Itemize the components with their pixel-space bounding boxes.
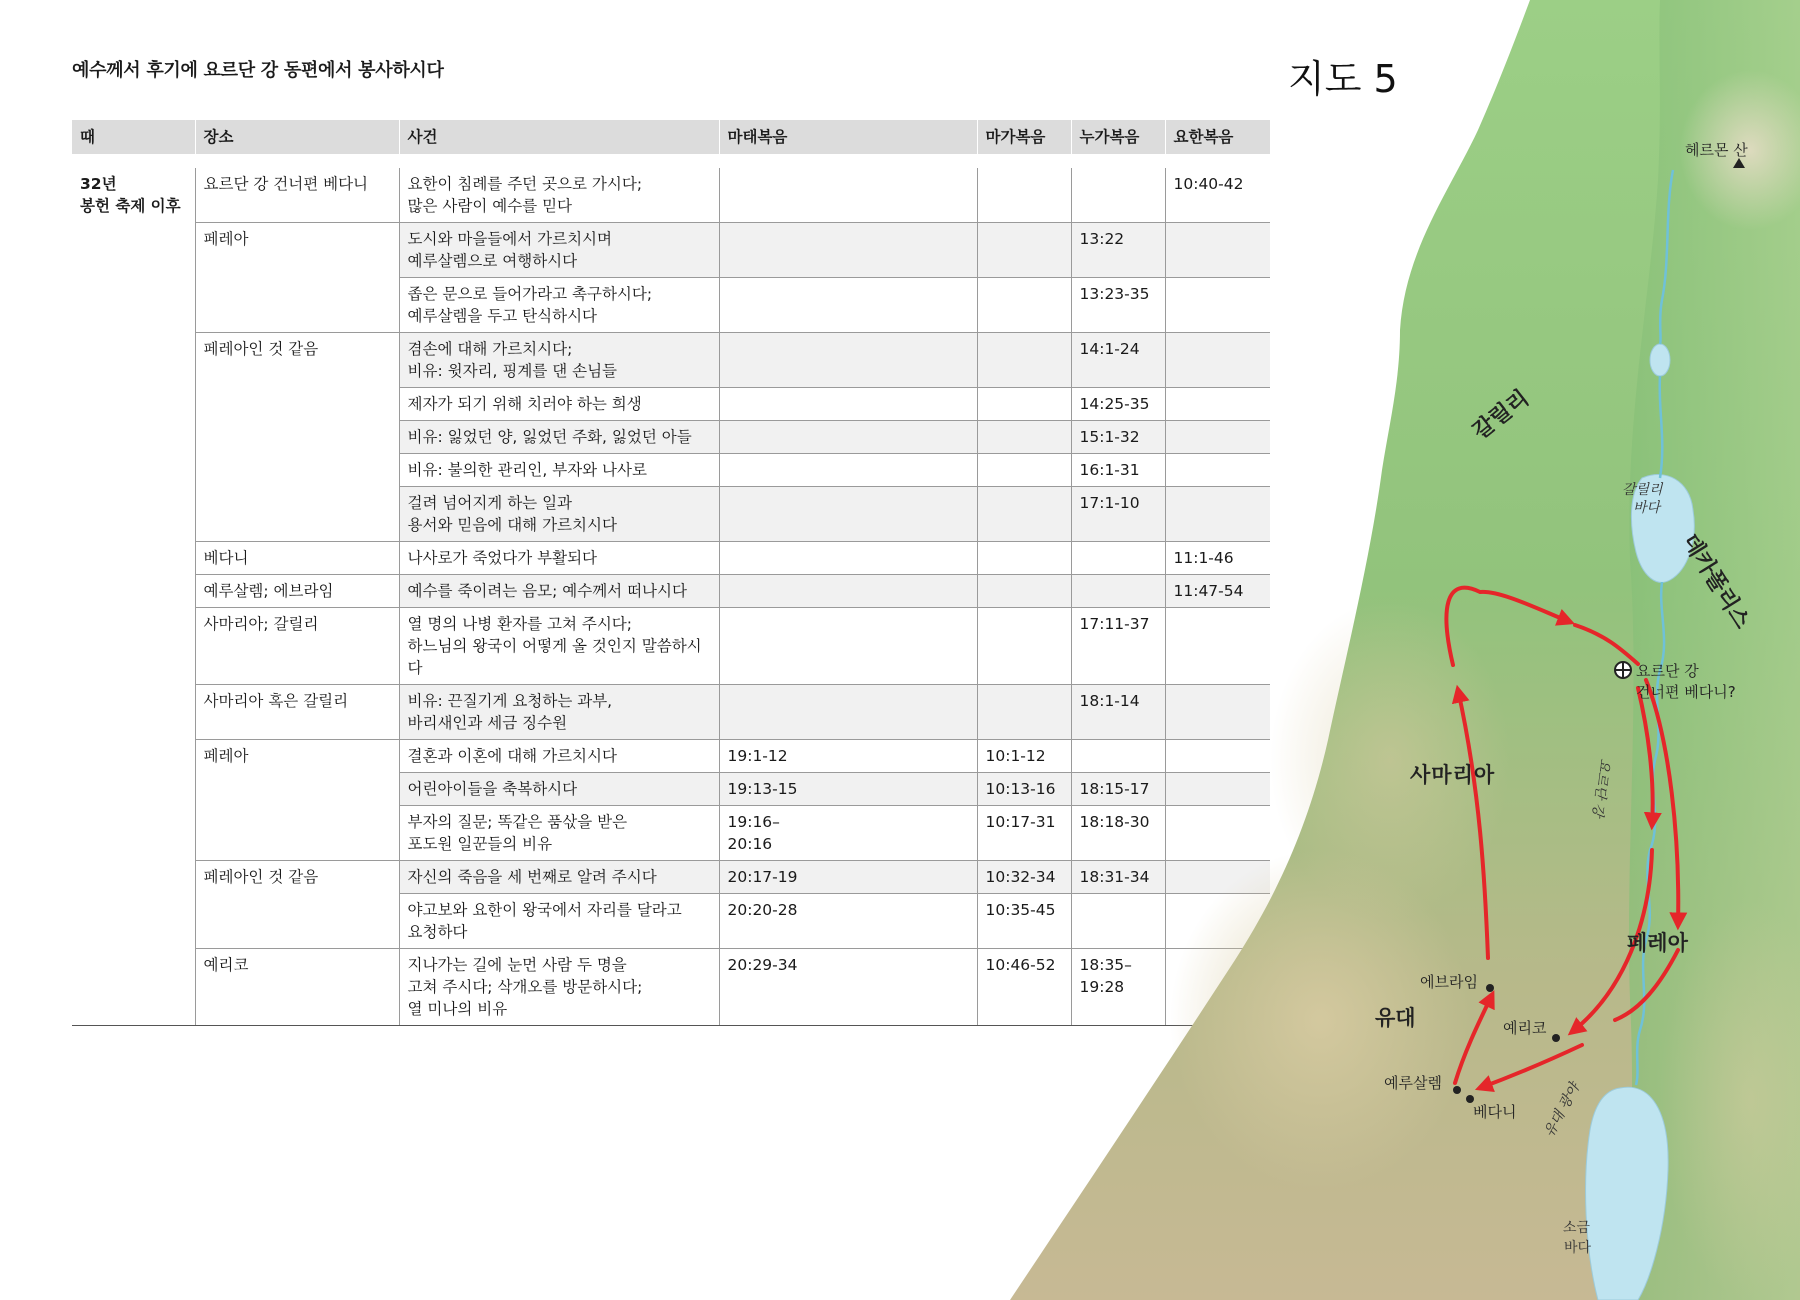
mark-ref-cell: 10:32-34 [977, 861, 1071, 894]
event-cell-line: 걸려 넘어지게 하는 일과 [407, 494, 573, 512]
wilderness-label: 유대 광야 [1541, 1080, 1584, 1140]
time-period-cell-line: 32년 [80, 175, 117, 193]
bethany-label: 베다니 [1473, 1103, 1517, 1121]
event-cell [399, 168, 719, 223]
luke-ref-cell-line: 14:25-35 [1079, 395, 1150, 413]
map [1010, 0, 1800, 1300]
luke-ref-cell-line: 18:15-17 [1079, 780, 1150, 798]
ephraim-marker [1486, 984, 1494, 992]
header-matthew: 마태복음 [719, 120, 977, 154]
event-cell-line: 바리새인과 세금 징수원 [407, 714, 568, 732]
event-cell-line: 예루살렘으로 여행하시다 [407, 252, 578, 270]
event-cell [399, 542, 719, 575]
header-mark: 마가복음 [977, 120, 1071, 154]
event-cell [399, 487, 719, 542]
jerusalem-marker [1453, 1086, 1461, 1094]
event-cell [399, 608, 719, 685]
event-cell-line: 많은 사람이 예수를 믿다 [407, 197, 573, 215]
matthew-ref-cell-line: 20:16 [727, 835, 773, 853]
header-place: 장소 [195, 120, 399, 154]
matthew-ref-cell [719, 421, 977, 454]
jordan-river-label: 요르단 강 [1588, 757, 1613, 818]
luke-ref-cell-line: 17:1-10 [1079, 494, 1140, 512]
event-cell-line: 도시와 마을들에서 가르치시며 [407, 230, 613, 248]
place-cell: 사마리아 혹은 갈릴리 [195, 685, 399, 740]
event-cell-line: 겸손에 대해 가르치시다; [407, 340, 573, 358]
matthew-ref-cell [719, 608, 977, 685]
region-perea: 페레아 [1627, 931, 1688, 955]
sea-of-galilee-label-2: 바다 [1633, 500, 1661, 516]
matthew-ref-cell-line: 20:17-19 [727, 868, 798, 886]
matthew-ref-cell [719, 575, 977, 608]
luke-ref-cell-line: 18:1-14 [1079, 692, 1140, 710]
matthew-ref-cell [719, 773, 977, 806]
event-cell-line: 고쳐 주시다; 삭개오를 방문하시다; [407, 978, 643, 996]
jerusalem-label: 예루살렘 [1384, 1074, 1442, 1092]
header-luke: 누가복음 [1071, 120, 1165, 154]
mark-ref-cell: 10:17-31 [977, 806, 1071, 861]
luke-ref-cell-line: 18:18-30 [1079, 813, 1150, 831]
matthew-ref-cell [719, 861, 977, 894]
event-cell-line: 야고보와 요한이 왕국에서 자리를 달라고 [407, 901, 682, 919]
place-cell: 페레아 [195, 740, 399, 861]
matthew-ref-cell [719, 949, 977, 1026]
mark-ref-cell: 10:1-12 [977, 740, 1071, 773]
luke-ref-cell-line: 13:22 [1079, 230, 1125, 248]
event-cell-line: 하느님의 왕국이 어떻게 올 것인지 말씀하시다 [407, 637, 702, 677]
event-cell [399, 773, 719, 806]
event-cell-line: 좁은 문으로 들어가라고 촉구하시다; [407, 285, 653, 303]
event-cell-line: 자신의 죽음을 세 번째로 알려 주시다 [407, 868, 657, 886]
ridge-samaria [1270, 600, 1510, 920]
mark-ref-cell: 10:46-52 [977, 949, 1071, 1026]
matthew-ref-cell [719, 806, 977, 861]
event-cell [399, 806, 719, 861]
matthew-ref-cell-line: 19:13-15 [727, 780, 798, 798]
event-cell [399, 894, 719, 949]
mark-ref-cell: 10:35-45 [977, 894, 1071, 949]
mark-ref-cell: 10:13-16 [977, 773, 1071, 806]
matthew-ref-cell [719, 487, 977, 542]
event-cell [399, 575, 719, 608]
place-cell: 예루살렘; 에브라임 [195, 575, 399, 608]
place-cell: 사마리아; 갈릴리 [195, 608, 399, 685]
time-period-cell-line: 봉헌 축제 이후 [80, 197, 181, 215]
region-samaria: 사마리아 [1410, 763, 1496, 787]
event-cell-line: 열 미나의 비유 [407, 1000, 508, 1018]
matthew-ref-cell [719, 685, 977, 740]
matthew-ref-cell-line: 20:29-34 [727, 956, 798, 974]
event-cell [399, 685, 719, 740]
matthew-ref-cell [719, 223, 977, 278]
luke-ref-cell-line: 18:35– [1079, 956, 1132, 974]
matthew-ref-cell [719, 278, 977, 333]
event-cell-line: 포도원 일꾼들의 비유 [407, 835, 553, 853]
ephraim-label: 에브라임 [1420, 973, 1478, 991]
salt-sea-label-2: 바다 [1564, 1240, 1592, 1256]
place-cell: 베다니 [195, 542, 399, 575]
place-cell: 페레아 [195, 223, 399, 333]
matthew-ref-cell [719, 542, 977, 575]
luke-ref-cell-line: 14:1-24 [1079, 340, 1140, 358]
region-galilee: 갈릴리 [1468, 385, 1534, 445]
event-cell-line: 제자가 되기 위해 치러야 하는 희생 [407, 395, 642, 413]
matthew-ref-cell [719, 740, 977, 773]
event-cell-line: 결혼과 이혼에 대해 가르치시다 [407, 747, 617, 765]
lake-hula [1650, 344, 1670, 376]
luke-ref-cell-line: 13:23-35 [1079, 285, 1150, 303]
matthew-ref-cell [719, 894, 977, 949]
matthew-ref-cell [719, 454, 977, 487]
jericho-marker [1552, 1034, 1560, 1042]
event-cell-line: 예수를 죽이려는 음모; 예수께서 떠나시다 [407, 582, 687, 600]
map-heading: 지도 5 [1288, 57, 1398, 101]
mount-hermon-label: 헤르몬 산 [1685, 141, 1748, 159]
luke-ref-cell-line: 15:1-32 [1079, 428, 1140, 446]
event-cell [399, 388, 719, 421]
event-cell-line: 용서와 믿음에 대해 가르치시다 [407, 516, 617, 534]
event-cell [399, 861, 719, 894]
event-cell-line: 나사로가 죽었다가 부활되다 [407, 549, 598, 567]
event-cell [399, 949, 719, 1026]
page-title: 예수께서 후기에 요르단 강 동편에서 봉사하시다 [72, 60, 444, 81]
matthew-ref-cell [719, 333, 977, 388]
place-cell: 페레아인 것 같음 [195, 333, 399, 542]
event-cell-line: 비유: 윗자리, 핑계를 댄 손님들 [407, 362, 618, 380]
luke-ref-cell-line: 19:28 [1079, 978, 1125, 996]
event-cell [399, 740, 719, 773]
time-period-cell [72, 168, 195, 1026]
event-cell-line: 예루살렘을 두고 탄식하시다 [407, 307, 598, 325]
event-cell-line: 열 명의 나병 환자를 고쳐 주시다; [407, 615, 633, 633]
event-cell-line: 비유: 잃었던 양, 잃었던 주화, 잃었던 아들 [407, 428, 692, 446]
event-cell [399, 454, 719, 487]
sea-of-galilee-label-1: 갈릴리 [1622, 482, 1663, 498]
event-cell-line: 요한이 침례를 주던 곳으로 가시다; [407, 175, 643, 193]
place-cell: 요르단 강 건너편 베다니 [195, 168, 399, 223]
matthew-ref-cell-line: 20:20-28 [727, 901, 798, 919]
bethany-beyond-label-1: 요르단 강 [1636, 662, 1699, 680]
matthew-ref-cell-line: 19:1-12 [727, 747, 788, 765]
matthew-ref-cell [719, 388, 977, 421]
bethany-marker [1466, 1095, 1474, 1103]
jericho-label: 예리코 [1503, 1019, 1547, 1037]
event-cell-line: 요청하다 [407, 923, 468, 941]
event-cell-line: 부자의 질문; 똑같은 품삯을 받은 [407, 813, 628, 831]
matthew-ref-cell-line: 19:16– [727, 813, 780, 831]
salt-sea-label-1: 소금 [1563, 1220, 1591, 1236]
event-cell-line: 어린아이들을 축복하시다 [407, 780, 578, 798]
place-cell: 페레아인 것 같음 [195, 861, 399, 949]
place-cell: 예리코 [195, 949, 399, 1026]
event-cell-line: 비유: 끈질기게 요청하는 과부, [407, 692, 613, 710]
matthew-ref-cell [719, 168, 977, 223]
region-decapolis: 데카폴리스 [1676, 529, 1755, 634]
event-cell [399, 278, 719, 333]
john-ref-cell: 11:47-54 [1165, 575, 1270, 608]
event-cell-line: 비유: 불의한 관리인, 부자와 나사로 [407, 461, 647, 479]
luke-ref-cell-line: 18:31-34 [1079, 868, 1150, 886]
john-ref-cell: 10:40-42 [1165, 168, 1270, 223]
event-cell [399, 421, 719, 454]
event-cell [399, 333, 719, 388]
event-cell [399, 223, 719, 278]
region-judea: 유대 [1375, 1006, 1416, 1030]
bethany-beyond-label-2: 건너편 베다니? [1636, 683, 1736, 701]
luke-ref-cell-line: 16:1-31 [1079, 461, 1140, 479]
header-time: 때 [72, 120, 195, 154]
john-ref-cell: 11:1-46 [1165, 542, 1270, 575]
header-event: 사건 [399, 120, 719, 154]
header-john: 요한복음 [1165, 120, 1270, 154]
event-cell-line: 지나가는 길에 눈먼 사람 두 명을 [407, 956, 627, 974]
luke-ref-cell-line: 17:11-37 [1079, 615, 1150, 633]
